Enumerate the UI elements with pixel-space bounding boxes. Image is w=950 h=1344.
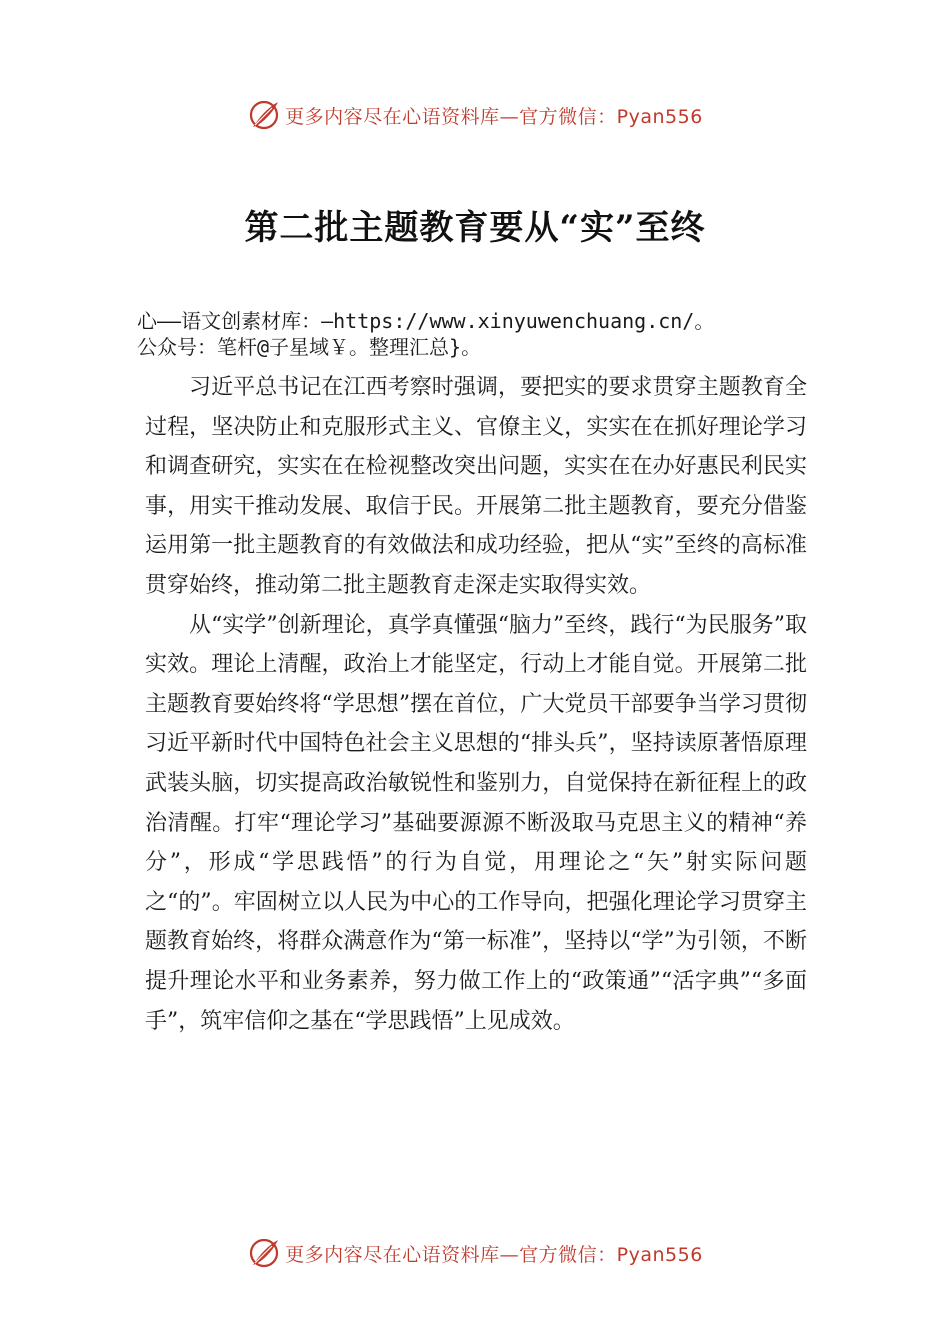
paragraph: 从“实学”创新理论，真学真懂强“脑力”至终，践行“为民服务”取实效。理论上清醒，政治上才能坚定，行动上才能自觉。开展第二批主题教育要始终将“学思想”摆在首位，广大党员干部要争当学习贯彻习近平新时代中国特色社会主义思想的“排头兵”，坚持读原著悟原理武装头脑，切实提高政治敏锐性和鉴别力，自觉保持在新征程上的政治清醒。打牢“理论学习”基础要源源不断汲取马克思主义的精神“养分”，形成“学思践悟”的行为自觉，用理论之“矢”射实际问题之“的”。牢固树立以人民为中心的工作导向，把强化理论学习贯穿主题教育始终，将群众满意作为“第一标准”，坚持以“学”为引领，不断提升理论水平和业务素养，努力做工作上的“政策通”“活字典”“多面手”，筑牢信仰之基在“学思践悟”上见成效。 [145,612,807,1034]
footer-banner-text: 更多内容尽在心语资料库—官方微信：Pyan556 [285,1243,703,1266]
document-body [145,368,807,1041]
source-line: 心——语文创素材库：—https://www.xinyuwenchuang.cn/。 [137,309,715,333]
source-note [137,308,837,360]
document-title: 第二批主题教育要从“实”至终 [244,208,706,248]
feather-pen-logo-icon [247,98,281,132]
feather-pen-logo-icon [247,1236,281,1270]
header-banner [0,95,950,135]
header-banner-text: 更多内容尽在心语资料库—官方微信：Pyan556 [285,105,703,128]
footer-banner [0,1233,950,1273]
source-line: 公众号：笔杆@子星域￥。整理汇总}。 [137,335,482,359]
paragraph: 习近平总书记在江西考察时强调，要把实的要求贯穿主题教育全过程，坚决防止和克服形式主义、官僚主义，实实在在抓好理论学习和调查研究，实实在在检视整改突出问题，实实在在办好惠民利民实事，用实干推动发展、取信于民。开展第二批主题教育，要充分借鉴运用第一批主题教育的有效做法和成功经验，把从“实”至终的高标准贯穿始终，推动第二批主题教育走深走实取得实效。 [145,375,807,598]
